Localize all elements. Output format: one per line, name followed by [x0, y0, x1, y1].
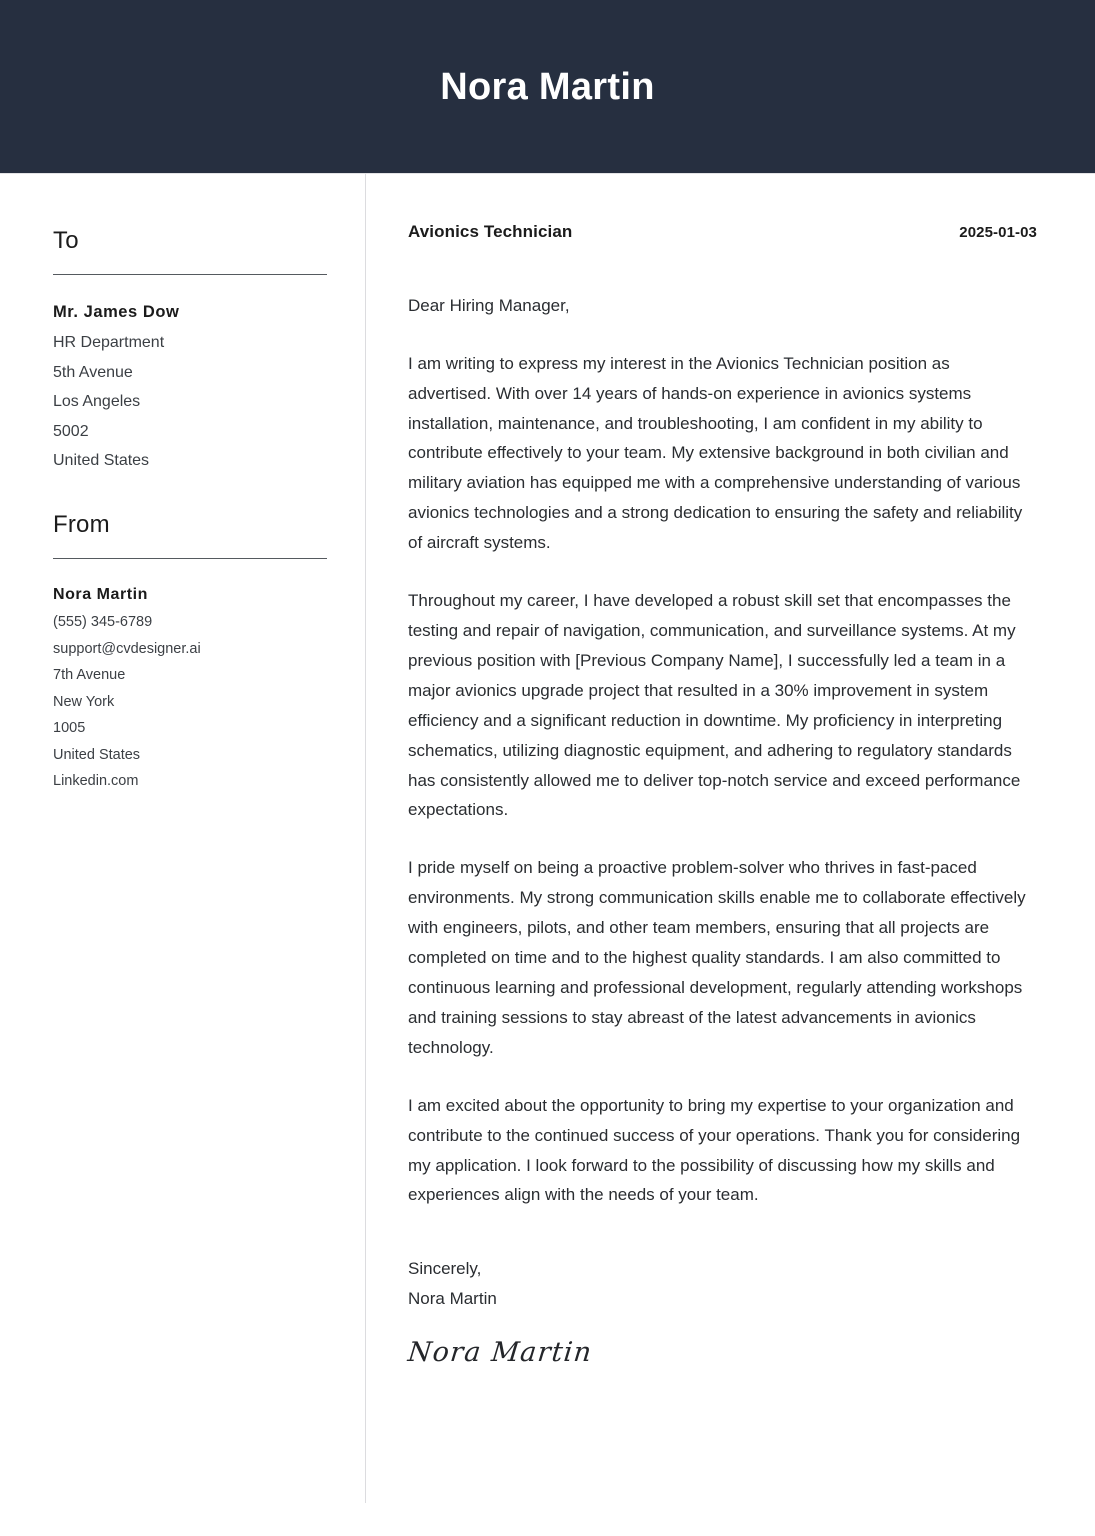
from-block [53, 512, 327, 795]
from-heading-rule [53, 558, 327, 559]
to-block [53, 228, 327, 476]
sender-phone: (555) 345-6789 [53, 614, 153, 631]
signature: Nora Martin [406, 1336, 594, 1368]
job-title: Avionics Technician [408, 222, 573, 241]
sender-line: New York [53, 693, 115, 710]
letter-body [365, 174, 1095, 1366]
salutation: Dear Hiring Manager, [408, 296, 570, 315]
recipient-line: HR Department [53, 333, 165, 351]
sender-website: Linkedin.com [53, 773, 139, 790]
sidebar [0, 174, 365, 795]
letter-paragraph: I pride myself on being a proactive problem-solver who thrives in fast-paced environments. My strong communication skills enable me to collaborate effectively with engineers, pilots, and other team members, ensuring that all projects are completed on time and to the highest quality standards. I am also committed to continuous learning and professional development, regularly attending workshops and training sessions to stay abreast of the latest advancements in avionics technology. [408, 858, 1026, 1057]
letter-date: 2025-01-03 [959, 224, 1037, 241]
recipient-line: Los Angeles [53, 393, 141, 411]
sender-line: 7th Avenue [53, 667, 126, 684]
sender-name: Nora Martin [53, 586, 148, 604]
to-heading: To [53, 227, 79, 254]
document-header [0, 0, 1095, 173]
sender-email: support@cvdesigner.ai [53, 640, 201, 657]
recipient-line: 5002 [53, 422, 89, 440]
letter-paragraph: I am writing to express my interest in the Avionics Technician position as advertised. With over 14 years of hands-on experience in avionics systems installation, maintenance, and troubleshooting, I am confident in my ability to contribute effectively to your team. My extensive background in both civilian and military aviation has equipped me with a comprehensive understanding of various avionics technologies and a strong dedication to ensuring the safety and reliability of aircraft systems. [408, 353, 1023, 553]
recipient-line: 5th Avenue [53, 363, 133, 381]
recipient-line: United States [53, 452, 150, 470]
page-title: Nora Martin [440, 65, 655, 108]
to-heading-rule [53, 274, 327, 275]
sender-line: United States [53, 746, 141, 763]
letter-paragraph: I am excited about the opportunity to bring my expertise to your organization and contribute to the continued success of your operations. Thank you for considering my application. I look forward to the possibility of discussing how my skills and experiences align with the needs of your team. [408, 1095, 1021, 1205]
from-heading: From [53, 510, 110, 538]
recipient-name: Mr. James Dow [53, 303, 180, 322]
sender-line: 1005 [53, 720, 86, 737]
closing-salutation: Sincerely, [408, 1259, 482, 1279]
closing-block [408, 1254, 1037, 1312]
letter-paragraph: Throughout my career, I have developed a robust skill set that encompasses the testing and repair of navigation, communication, and surveillance systems. At my previous position with [Previous Company Name], I successfully led a team in a major avionics upgrade project that resulted in a 30% improvement in system efficiency and a significant reduction in downtime. My proficiency in interpreting schematics, utilizing diagnostic equipment, and adhering to regulatory standards has consistently allowed me to deliver top-notch service and exceed performance expectations. [408, 591, 1021, 820]
closing-name: Nora Martin [408, 1288, 497, 1308]
letter-meta-row [408, 222, 1037, 242]
